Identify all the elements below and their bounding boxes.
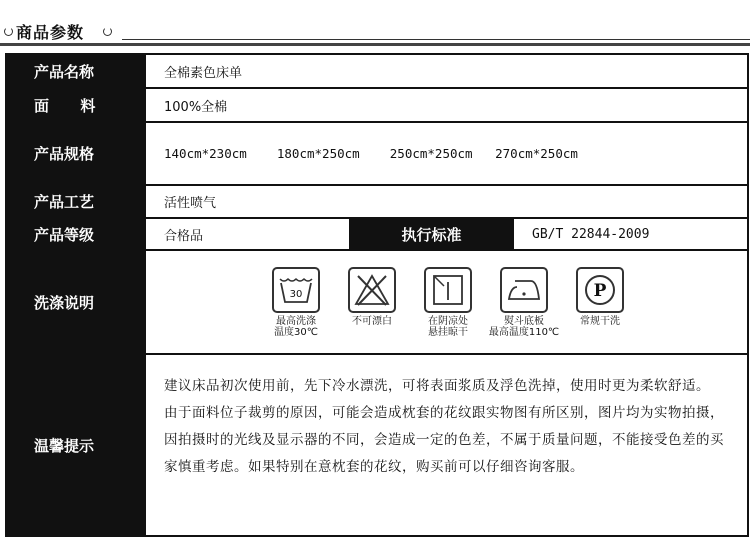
row-label: 产品等级 <box>7 219 146 249</box>
care-text: 常规干洗 <box>580 316 620 327</box>
row-label: 面 料 <box>7 89 146 121</box>
row-grade <box>7 219 747 251</box>
circle-ornament-icon <box>4 27 13 36</box>
tips-paragraph: 建议床品初次使用前，先下冷水漂洗，可将表面浆质及浮色洗掉，使用时更为柔软舒适。 <box>164 378 710 394</box>
row-label: 产品名称 <box>7 55 146 87</box>
care-text: 最高洗涤 温度30℃ <box>274 316 318 338</box>
standard-label: 执行标准 <box>349 219 514 249</box>
row-care <box>7 251 747 355</box>
care-item <box>347 267 397 327</box>
care-item <box>271 267 321 338</box>
care-item <box>423 267 473 338</box>
section-title: 商品参数 <box>16 23 85 42</box>
row-label: 产品规格 <box>7 123 146 184</box>
no-bleach-icon <box>348 267 396 313</box>
row-label: 温馨提示 <box>7 355 146 535</box>
divider <box>0 43 750 46</box>
row-material <box>7 89 747 123</box>
wash-30-icon <box>272 267 320 313</box>
row-value: 140cm*230cm 180cm*250cm 250cm*250cm 270cm*250cm <box>164 146 578 161</box>
row-spec <box>7 123 747 186</box>
row-value: 100%全棉 <box>164 99 228 115</box>
dry-clean-icon <box>576 267 624 313</box>
dry-clean-letter: P <box>593 281 607 301</box>
wash-temp-number: 30 <box>289 289 303 300</box>
row-craft <box>7 186 747 219</box>
row-value: 全棉素色床单 <box>164 65 243 81</box>
row-label: 洗涤说明 <box>7 251 146 353</box>
care-item <box>488 267 560 338</box>
section-header <box>0 18 750 44</box>
divider <box>122 39 750 40</box>
care-icons <box>146 251 747 353</box>
circle-ornament-icon <box>103 27 112 36</box>
line-dry-shade-icon <box>424 267 472 313</box>
row-label: 产品工艺 <box>7 186 146 217</box>
row-value: 合格品 <box>164 228 204 244</box>
row-tips <box>7 355 747 535</box>
iron-icon <box>500 267 548 313</box>
tips-text <box>146 355 747 535</box>
row-name <box>7 55 747 89</box>
spec-table <box>5 53 749 537</box>
care-text: 在阴凉处 悬挂晾干 <box>428 316 468 338</box>
care-item <box>575 267 625 327</box>
tips-paragraph: 由于面料位子裁剪的原因，可能会造成枕套的花纹跟实物图有所区别，图片均为实物拍摄，因拍摄时的光线及显示器的不同，会造成一定的色差，不属于质量问题，不能接受色差的买家慎重考虑。如果特别在意枕套的花纹，购买前可以仔细咨询客服。 <box>164 405 724 475</box>
row-value: 活性喷气 <box>164 196 217 211</box>
care-text: 熨斗底板 最高温度110℃ <box>488 316 560 338</box>
care-text: 不可漂白 <box>352 316 392 327</box>
standard-value: GB/T 22844-2009 <box>532 226 650 242</box>
